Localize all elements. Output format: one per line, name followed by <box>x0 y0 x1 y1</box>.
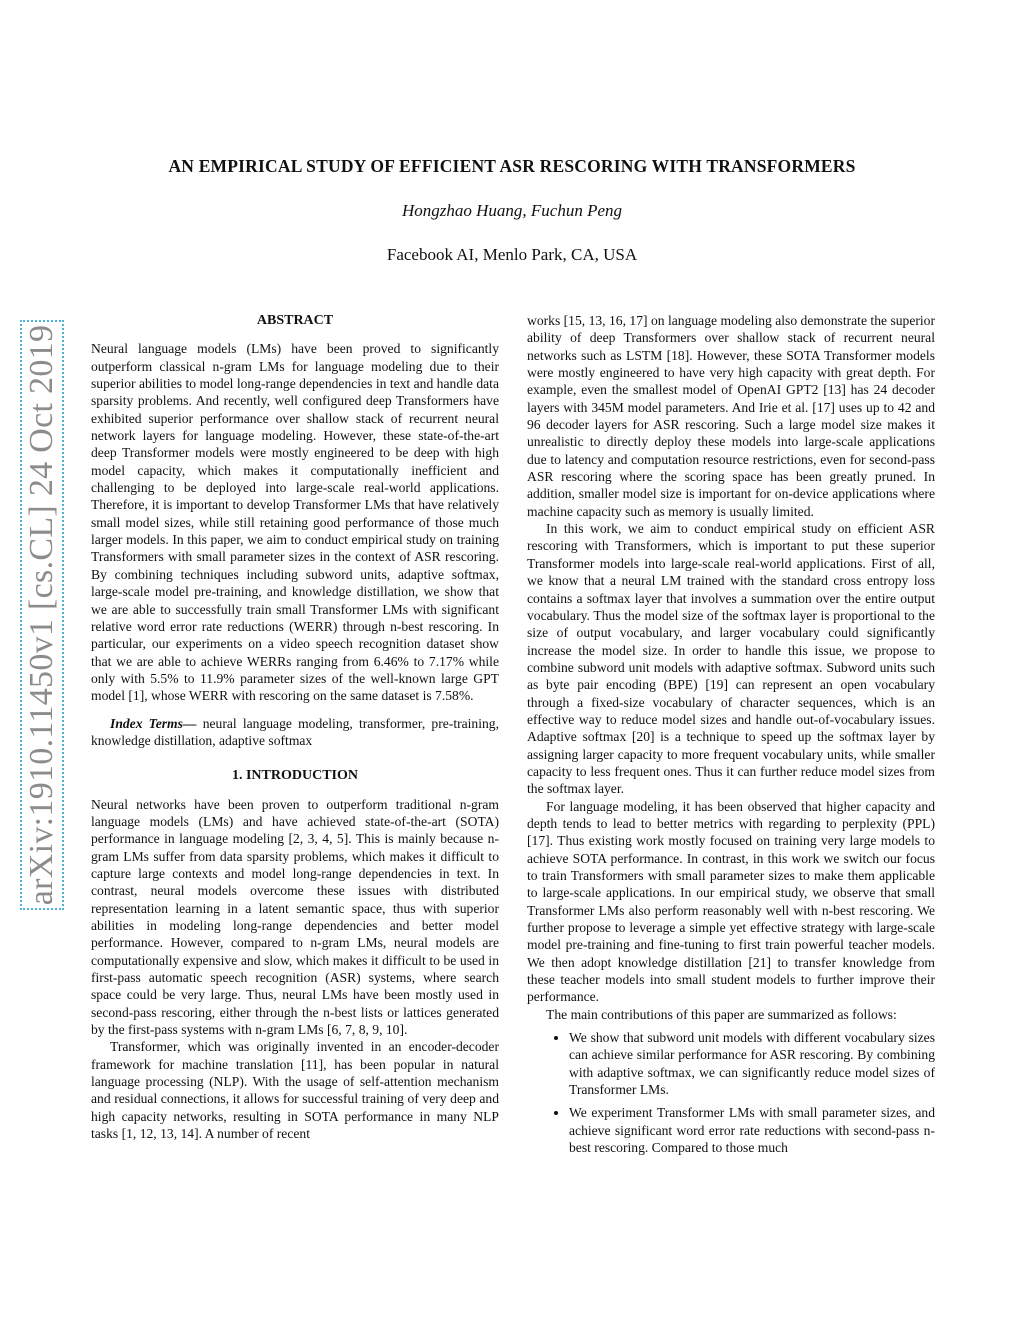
left-column <box>91 312 499 1142</box>
intro-paragraph-6: The main contributions of this paper are summarized as follows: <box>546 1006 897 1022</box>
introduction-heading: 1. INTRODUCTION <box>231 768 358 784</box>
abstract-heading: ABSTRACT <box>256 313 334 328</box>
index-terms <box>91 715 499 750</box>
paper-title: AN EMPIRICAL STUDY OF EFFICIENT ASR RESCORING WITH TRANSFORMERS <box>168 156 856 176</box>
list-item: • We show that subword unit models with different vocabulary sizes can achieve similar performance for ASR rescoring. By combining with adaptive softmax, we can significantly reduce model sizes of Transformer LMs. <box>569 1029 935 1098</box>
intro-paragraph-4: In this work, we aim to conduct empirical study on efficient ASR rescoring with Transformers, which is important to put these superior Transformer models into large-scale real-world applications. First of all, we know that a neural LM trained with the standard cross entropy loss contains a softmax layer that involves a summation over the entire output vocabulary. Thus the model size of the softmax layer is proportional to the size of output vocabulary, and larger vocabulary could significantly increase the model size. In order to handle this issue, we propose to combine subword unit models with adaptive softmax. Subword units such as byte pair encoding (BPE) [19] can represent an open vocabulary through a fixed-size vocabulary of character sequences, which is an effective way to reduce model sizes and handle out-of-vocabulary issues. Adaptive softmax [20] is a technique to speed up the softmax layer by assigning larger capacity to more frequent vocabulary units, while smaller capacity to less frequent ones. Thus it can further reduce model sizes from the softmax layer. <box>527 521 935 797</box>
intro-paragraph-3: works [15, 13, 16, 17] on language modeling also demonstrate the superior ability of deep Transformers over shallow stack of recurrent neural networks such as LSTM [18]. However, these SOTA Transformer models were mostly engineered to have very high capacity with great depth. For example, even the smallest model of OpenAI GPT2 [13] has 24 decoder layers with 345M model parameters. And Irie et al. [17] uses up to 42 and 96 decoder layers for ASR rescoring. Such a large model size makes it unrealistic to directly deploy these models into large-scale applications due to latency and computation resource restrictions, even for second-pass ASR rescoring where the scoring space has been greatly pruned. In addition, smaller model size is important for on-device applications where machine capacity such as memory is usually limited. <box>527 313 935 519</box>
abstract-text: Neural language models (LMs) have been proved to significantly outperform classical n-gram LMs for language modeling due to their superior abilities to model long-range dependencies in text and handle data sparsity problems. And recently, well configured deep Transformers have exhibited superior performance over shallow stack of recurrent neural network layers for language modeling. However, these state-of-the-art deep Transformer models were mostly engineered to be deep with high model capacity, which makes it computationally inefficient and challenging to be deployed into large-scale real-world applications. Therefore, it is important to develop Transformer LMs that have relatively small model sizes, while still retaining good performance of those much larger models. In this paper, we aim to conduct empirical study on training Transformers with small parameter sizes in the context of ASR rescoring. By combining techniques including subword units, adaptive softmax, large-scale model pre-training, and knowledge distillation, we show that we are able to successfully train small Transformer LMs with significant relative word error rate reductions (WERR) through n-best rescoring. In particular, our experiments on a video speech recognition dataset show that we are able to achieve WERRs ranging from 6.46% to 7.17% while only with 5.5% to 11.9% parameter sizes of the well-known large GPT model [1], whose WERR with rescoring on the same dataset is 7.58%. <box>91 341 499 704</box>
contributions-list <box>527 1029 935 1156</box>
list-item: • We experiment Transformer LMs with small parameter sizes, and achieve significant word error rate reductions with second-pass n-best rescoring. Compared to those much <box>569 1104 935 1156</box>
intro-paragraph-2: Transformer, which was originally invented in an encoder-decoder framework for machine translation [11], has been popular in natural language processing (NLP). With the usage of self-attention mechanism and residual connections, it allows for successful training of very deep and high capacity networks, resulting in SOTA performance in many NLP tasks [1, 12, 13, 14]. A number of recent <box>91 1039 499 1142</box>
arxiv-stamp <box>20 320 64 910</box>
intro-paragraph-1: Neural networks have been proven to outperform traditional n-gram language models (LMs) and have achieved state-of-the-art (SOTA) performance in language modeling [2, 3, 4, 5]. This is mainly because n-gram LMs suffer from data sparsity problems, which makes it difficult to capture large contexts and model long-range dependencies in text. In contrast, neural models overcome these issues with distributed representation learning in a latent semantic space, thus with superior abilities in modeling long-range dependencies and better model performance. However, compared to n-gram LMs, neural models are computationally expensive and slow, which makes it difficult to be used in first-pass automatic speech recognition (ASR) systems, where search space could be very large. Thus, neural LMs have been mostly used in second-pass rescoring, either through the n-best lists or lattices generated by the first-pass systems with n-gram LMs [6, 7, 8, 9, 10]. <box>91 796 499 1038</box>
index-terms-label: Index Terms— <box>110 715 197 731</box>
right-column <box>527 312 935 1163</box>
paper-affiliation: Facebook AI, Menlo Park, CA, USA <box>386 245 638 264</box>
paper-authors: Hongzhao Huang, Fuchun Peng <box>401 201 623 220</box>
index-terms-text: neural language modeling, transformer, pre-training, knowledge distillation, adaptive softmax <box>91 715 499 748</box>
intro-paragraph-5: For language modeling, it has been observed that higher capacity and depth tends to lead to better metrics with regarding to perplexity (PPL) [17]. Thus existing work mostly focused on training very large models to achieve SOTA performance. In contrast, in this work we switch our focus to train Transformers with small parameter sizes to make them applicable to large-scale applications. In our empirical study, we observe that small Transformer LMs also perform reasonably well with n-best rescoring. We further propose to leverage a simple yet effective strategy with large-scale model pre-training and fine-tuning to first train powerful teacher models. We then adopt knowledge distillation [21] to transfer knowledge from these teacher models into small student models to further improve their performance. <box>527 798 935 1005</box>
arxiv-id: arXiv:1910.11450v1 [cs.CL] 24 Oct 2019 <box>23 324 60 906</box>
